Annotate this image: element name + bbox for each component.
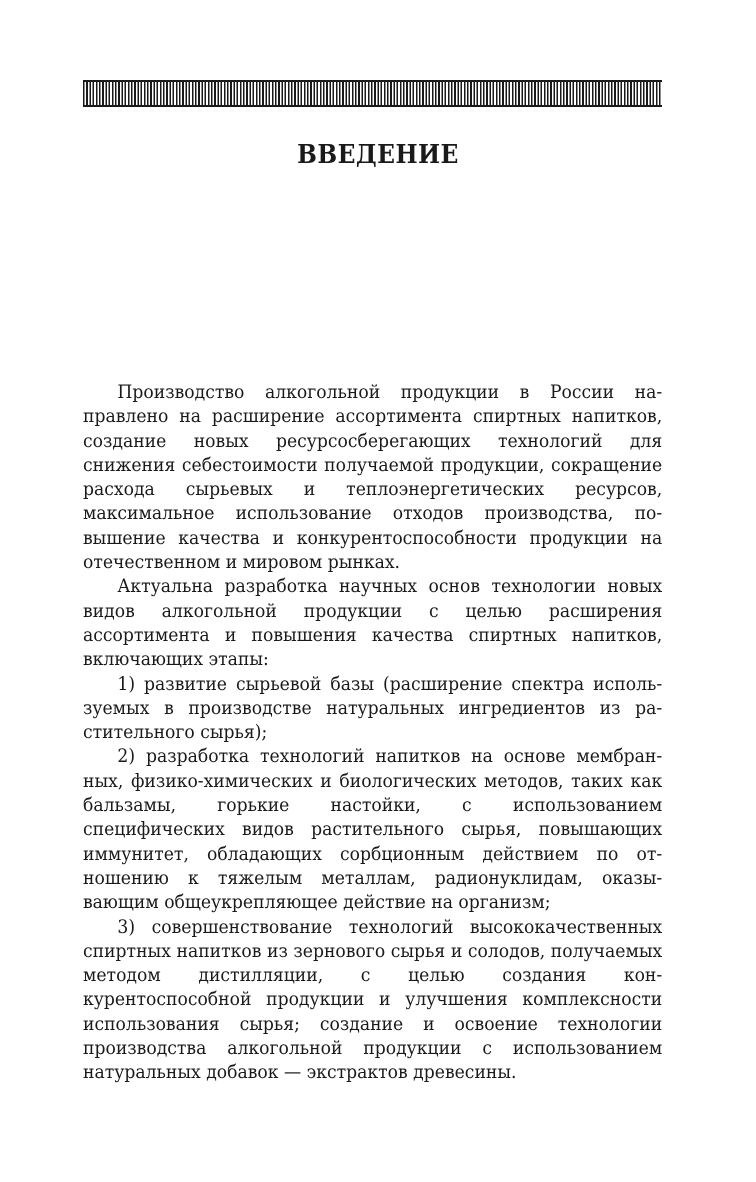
chapter-title: ВВЕДЕНИЕ — [297, 140, 459, 170]
list-item-raw-material-base: 1) развитие сырьевой базы (расширение спектра используемых в производстве натуральных ингредиентов из растительного сырья); — [83, 672, 663, 744]
paragraph-research-goals: Актуальна разработка научных основ технологии новых видов алкогольной продукции с целью расширения ассортимента и повышения качества спиртных напитков, включающих этапы: — [83, 575, 663, 671]
list-item-beverage-technologies: 2) разработка технологий напитков на основе мембранных, физико-химических и биологических методов, таких как бальзамы, горькие настойки, с использованием специфических видов растительного сырья, повышающих иммунитет, обладающих сорбционным действием по отношению к тяжелым металлам, радионуклидам, оказывающим общеукрепляющее действие на организм; — [83, 745, 663, 914]
chapter-body — [83, 380, 662, 1085]
list-item-distillation-improvement: 3) совершенствование технологий высококачественных спиртных напитков из зернового сырья и солодов, получаемых методом дистилляции, с целью создания конкурентоспособной продукции и улучшения комплексности использования сырья; создание и освоение технологии производства алкогольной продукции с использованием натуральных добавок — экстрактов древесины. — [83, 915, 663, 1084]
decorative-header-rule — [83, 80, 662, 107]
paragraph-intro: Производство алкогольной продукции в России направлено на расширение ассортимента спиртных напитков, создание новых ресурсосберегающих технологий для снижения себестоимости получаемой продукции, сокращение расхода сырьевых и теплоэнергетических ресурсов, максимальное использование отходов производства, повышение качества и конкурентоспособности продукции на отечественном и мировом рынках. — [83, 381, 663, 574]
